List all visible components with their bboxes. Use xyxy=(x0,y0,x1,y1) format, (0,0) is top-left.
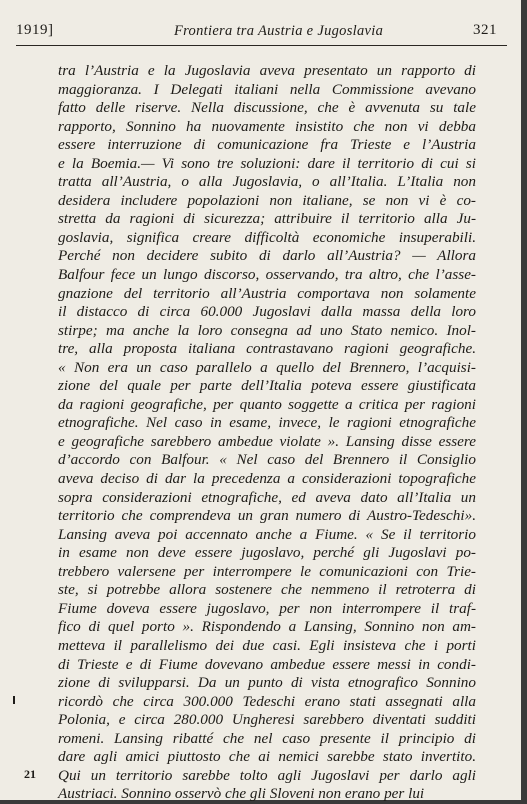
running-header xyxy=(16,22,507,42)
text-line: fico di quel porto ». Rispondendo a Lansing, Sonnino non am- xyxy=(58,618,476,636)
text-line: stirpe; ma anche la loro consegna ad uno Stato nemico. Inol- xyxy=(58,321,476,339)
text-line: « Non era un caso parallelo a quello del Brennero, l’acquisi- xyxy=(58,358,476,376)
text-line: stretta da ragioni di sicurezza; attribuire il territorio alla Ju- xyxy=(58,210,476,228)
text-line: zione del quale per parte dell’Italia poteva essere giustificata xyxy=(58,377,476,395)
text-line: gnazione del territorio all’Austria comportava non solamente xyxy=(58,284,476,302)
text-line: zione di svilupparsi. Da un punto di vista etnografico Sonnino xyxy=(58,674,476,692)
text-line: Qui un territorio sarebbe tolto agli Jugoslavi per darlo agli xyxy=(58,766,476,784)
body-text xyxy=(58,62,476,804)
text-line: di Trieste e di Fiume dovevano ambedue essere messi in condi- xyxy=(58,655,476,673)
text-line: tre, alla proposta italiana contrastavano ragioni geografiche. xyxy=(58,340,476,358)
text-line: essere interruzione di comunicazione fra Trieste e l’Austria xyxy=(58,136,476,154)
text-line: desidera includere popolazioni non italiane, se non vi è co- xyxy=(58,191,476,209)
text-line: ste, si potrebbe allora sostenere che nemmeno il retroterra di xyxy=(58,581,476,599)
text-line: d’accordo con Balfour. « Nel caso del Brennero il Consiglio xyxy=(58,451,476,469)
text-line: il distacco di circa 60.000 Jugoslavi dalla massa della loro xyxy=(58,303,476,321)
text-line: romeni. Lansing ribatté che nel caso presente il principio di xyxy=(58,729,476,747)
text-line: Lansing aveva poi accennato anche a Fiume. « Se il territorio xyxy=(58,525,476,543)
text-line: Austriaci. Sonnino osservò che gli Sloveni non erano per lui xyxy=(58,785,425,803)
text-line: fatto delle riserve. Nella discussione, che è avvenuta su tale xyxy=(58,99,476,117)
signature-mark: 21 xyxy=(24,767,36,781)
page-number: 321 xyxy=(473,22,497,38)
text-line: da ragioni geografiche, per quanto soggette a critica per ragioni xyxy=(58,395,476,413)
header-rule xyxy=(16,45,507,46)
text-line: Perché non decidere subito di darlo all’Austria? — Allora xyxy=(58,247,476,265)
header-year: 1919] xyxy=(16,22,54,38)
text-line: sopra considerazioni etnografiche, ed aveva dato all’Italia un xyxy=(58,488,476,506)
text-line: dare agli amici piuttosto che ai nemici sarebbe stato invertito. xyxy=(58,748,476,766)
margin-mark xyxy=(13,696,15,704)
text-line: ricordò che circa 300.000 Tedeschi erano stati assegnati alla xyxy=(58,692,476,710)
text-line: tratta all’Austria, o alla Jugoslavia, o all’Italia. L’Italia non xyxy=(58,173,476,191)
scan-edge xyxy=(521,0,527,800)
text-line: goslavia, significa creare difficoltà economiche insuperabili. xyxy=(58,228,476,246)
text-line: aveva deciso di dar la precedenza a considerazioni topografiche xyxy=(58,470,476,488)
text-line: Fiume doveva essere jugoslavo, per non interrompere il traf- xyxy=(58,599,476,617)
text-line: territorio che comprendeva un gran numero di Austro-Tedeschi». xyxy=(58,507,476,525)
text-line: maggioranza. I Delegati italiani nella Commissione avevano xyxy=(58,80,476,98)
text-line: Balfour fece un lungo discorso, osservando, tra altro, che l’asse- xyxy=(58,266,476,284)
text-line: tra l’Austria e la Jugoslavia aveva presentato un rapporto di xyxy=(58,62,476,79)
header-title: Frontiera tra Austria e Jugoslavia xyxy=(174,23,384,39)
text-line: metteva il parallelismo dei due casi. Egli insisteva che i porti xyxy=(58,636,476,654)
text-line: rapporto, Sonnino ha nuovamente insistito che non vi debba xyxy=(58,117,476,135)
text-line: in esame non deve essere jugoslavo, perché gli Jugoslavi po- xyxy=(58,544,476,562)
text-line: e geografiche sarebbero ambedue violate ». Lansing disse essere xyxy=(58,432,476,450)
text-line: e la Boemia.— Vi sono tre soluzioni: dare il territorio di cui si xyxy=(58,154,476,172)
text-line: trebbero valersene per interrompere le comunicazioni con Trie- xyxy=(58,562,476,580)
text-line: etnografiche. Nel caso in esame, invece, le ragioni etnografiche xyxy=(58,414,476,432)
text-line: Polonia, e circa 280.000 Ungheresi sarebbero diventati sudditi xyxy=(58,711,476,729)
